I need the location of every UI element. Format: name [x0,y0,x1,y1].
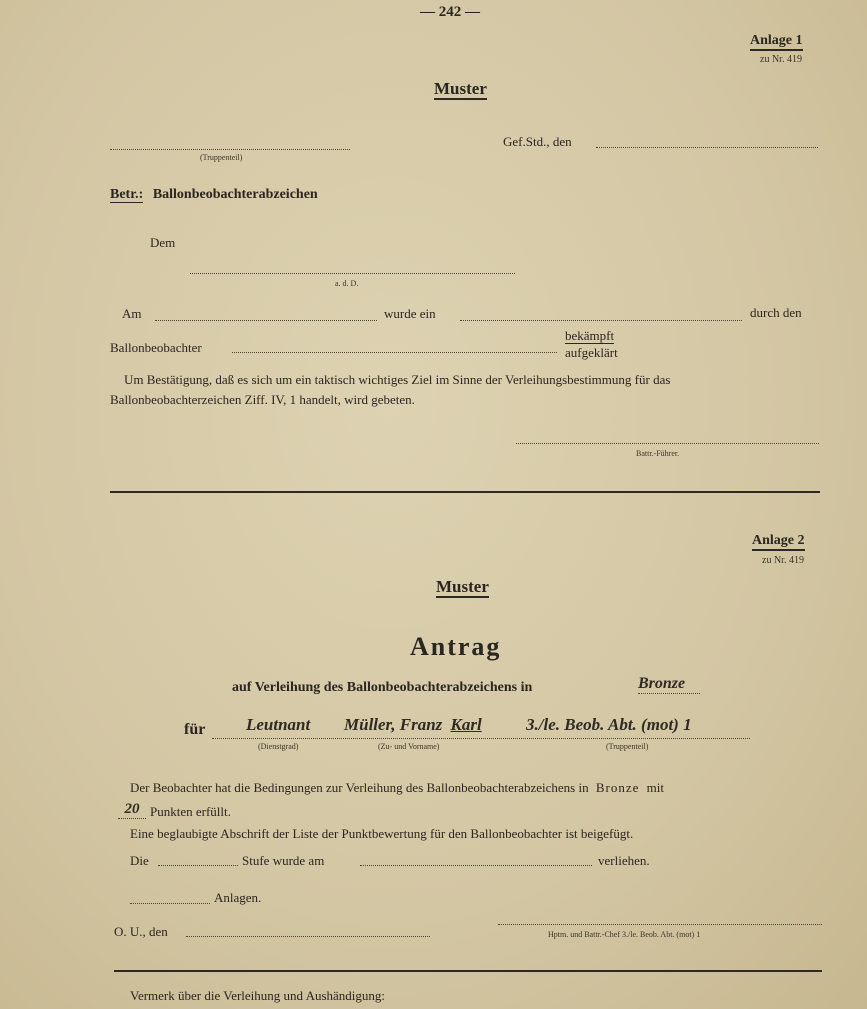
form2-stufe-label: Stufe wurde am [242,853,325,868]
form2-points-value: 20 [118,801,146,819]
form1-paragraph-line2: Ballonbeobachterzeichen Ziff. IV, 1 handelt, wird gebeten. [110,392,415,407]
form1-gefstd-label: Gef.Std., den [503,134,572,149]
form2-unit-value: 3./le. Beob. Abt. (mot) 1 [526,715,692,734]
form2-line1-end: mit [646,780,664,795]
form2-subtitle: auf Verleihung des Ballonbeobachterabzeichens in [232,680,533,695]
form2-signature-caption: Hptm. und Battr.-Chef 3./le. Beob. Abt. (mot) 1 [548,930,701,939]
form2-name-main: Müller, Franz [344,715,443,734]
form2-signature-line [498,924,822,925]
form1-betr-label: Betr.: [110,187,144,202]
form2-die-label: Die [130,853,149,868]
form2-ou-label: O. U., den [114,924,168,939]
form2-date-line [360,865,592,866]
form2-anlage: Anlage 2 [752,533,805,551]
form1-anlage-ref: zu Nr. 419 [760,54,802,65]
form1-date-line [596,147,818,148]
form2-line1 [130,780,664,796]
form1-bekaempft-option: bekämpft [565,328,615,343]
form2-line1-text: Der Beobachter hat die Bedingungen zur Verleihung des Ballonbeobachterabzeichens in [130,780,589,795]
form2-line3: Eine beglaubigte Abschrift der Liste der Punktbewertung für den Ballonbeobachter ist beigefügt. [130,826,634,841]
form1-truppenteil-caption: (Truppenteil) [200,153,243,162]
form2-rank-value: Leutnant [246,715,311,734]
form2-vermerk: Vermerk über die Verleihung und Aushändigung: [130,988,386,1003]
form2-anlagen-line [130,903,210,904]
form2-fuer-label: für [184,721,206,738]
form1-signature-caption: Battr.-Führer. [636,449,680,458]
form1-muster-heading: Muster [434,79,487,98]
form1-wurde-line [460,320,742,321]
form2-muster-heading: Muster [436,577,489,596]
form2-ou-line [186,936,430,937]
form2-caption-unit: (Truppenteil) [606,742,649,751]
form2-name-underlined: Karl [450,715,482,734]
form1-am-line [155,320,377,321]
form2-person-line [212,738,750,739]
form1-signature-line [516,443,819,444]
form2-stufe-line [158,865,238,866]
form2-anlagen-label: Anlagen. [214,890,262,905]
form2-bottom-divider [114,970,822,972]
form2-caption-rank: (Dienstgrad) [258,742,299,751]
form2-caption-name: (Zu- und Vorname) [378,742,440,751]
form1-ballonbeobachter-label: Ballonbeobachter [110,340,202,355]
page-number: — 242 — [420,4,480,20]
form1-dem-label: Dem [150,235,176,250]
form1-truppenteil-line [110,149,350,150]
form1-recipient-line [190,273,515,274]
form2-verliehen-label: verliehen. [598,853,650,868]
form1-adb-caption: a. d. D. [335,279,359,288]
form2-title: Antrag [410,632,502,661]
form1-am-label: Am [122,306,142,321]
form2-line1-bronze: Bronze [595,780,640,795]
form1-durch-den-label: durch den [750,305,802,320]
section-divider [110,491,820,493]
form2-points-text: Punkten erfüllt. [150,804,231,819]
form1-paragraph-line1: Um Bestätigung, daß es sich um ein taktisch wichtiges Ziel im Sinne der Verleihungsbestimmung für das [124,372,671,387]
form1-wurde-ein-label: wurde ein [384,306,436,321]
form2-level-value: Bronze [638,675,700,694]
form1-aufgeklaert-option: aufgeklärt [565,345,618,360]
form1-betreff [110,187,318,203]
form2-name-value [344,715,482,735]
form1-betr-text: Ballonbeobachterabzeichen [152,187,318,202]
form2-anlage-ref: zu Nr. 419 [762,555,804,566]
form1-ballonbeobachter-line [232,352,557,353]
form1-anlage: Anlage 1 [750,33,803,51]
